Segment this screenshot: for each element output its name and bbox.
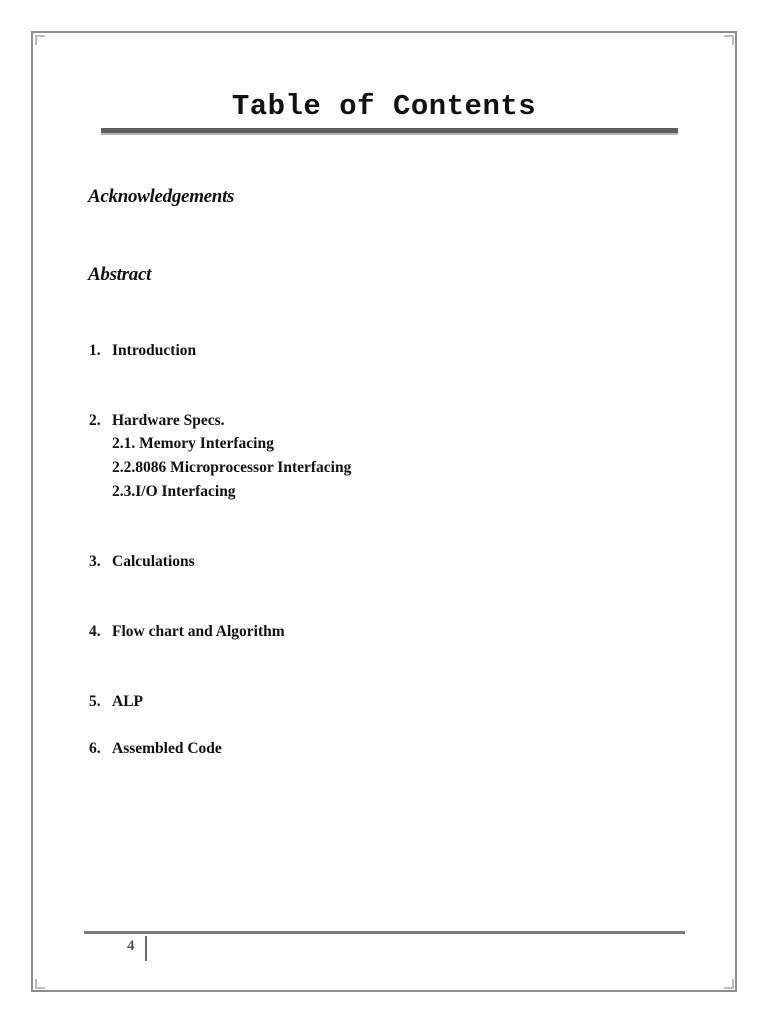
toc-subitem: 2.3.I/O Interfacing: [112, 483, 236, 500]
toc-item-label: ALP: [112, 693, 143, 710]
toc-item-number: 3.: [89, 553, 101, 570]
toc-item-label: Calculations: [112, 553, 195, 570]
toc-item-number: 5.: [89, 693, 101, 710]
toc-item-number: 4.: [89, 623, 101, 640]
corner-mark: [35, 979, 45, 989]
page-number-divider: [145, 936, 147, 961]
toc-item: [89, 623, 285, 641]
corner-mark: [35, 35, 45, 45]
corner-mark: [724, 979, 734, 989]
toc-subitem: 2.2.8086 Microprocessor Interfacing: [112, 459, 352, 476]
toc-item-label: Assembled Code: [112, 740, 222, 757]
toc-item: [89, 693, 143, 711]
toc-item-label: Hardware Specs.: [112, 412, 225, 429]
toc-item-label: Introduction: [112, 342, 197, 359]
page-title: Table of Contents: [231, 90, 537, 123]
toc-acknowledgements: Acknowledgements: [88, 186, 235, 207]
toc-item-number: 2.: [89, 412, 101, 429]
toc-item: [89, 553, 195, 571]
toc-item-number: 6.: [89, 740, 101, 757]
page-border: [31, 31, 737, 992]
corner-mark: [724, 35, 734, 45]
toc-item-number: 1.: [89, 342, 101, 359]
page-number: 4: [127, 938, 135, 954]
toc-item: [89, 342, 196, 360]
toc-item: [89, 740, 222, 758]
toc-item-label: Flow chart and Algorithm: [112, 623, 285, 640]
toc-subitem: 2.1. Memory Interfacing: [112, 435, 274, 452]
toc-abstract: Abstract: [88, 264, 152, 285]
toc-item: [89, 412, 225, 430]
title-underline: [101, 128, 678, 135]
footer-rule: [84, 931, 685, 934]
